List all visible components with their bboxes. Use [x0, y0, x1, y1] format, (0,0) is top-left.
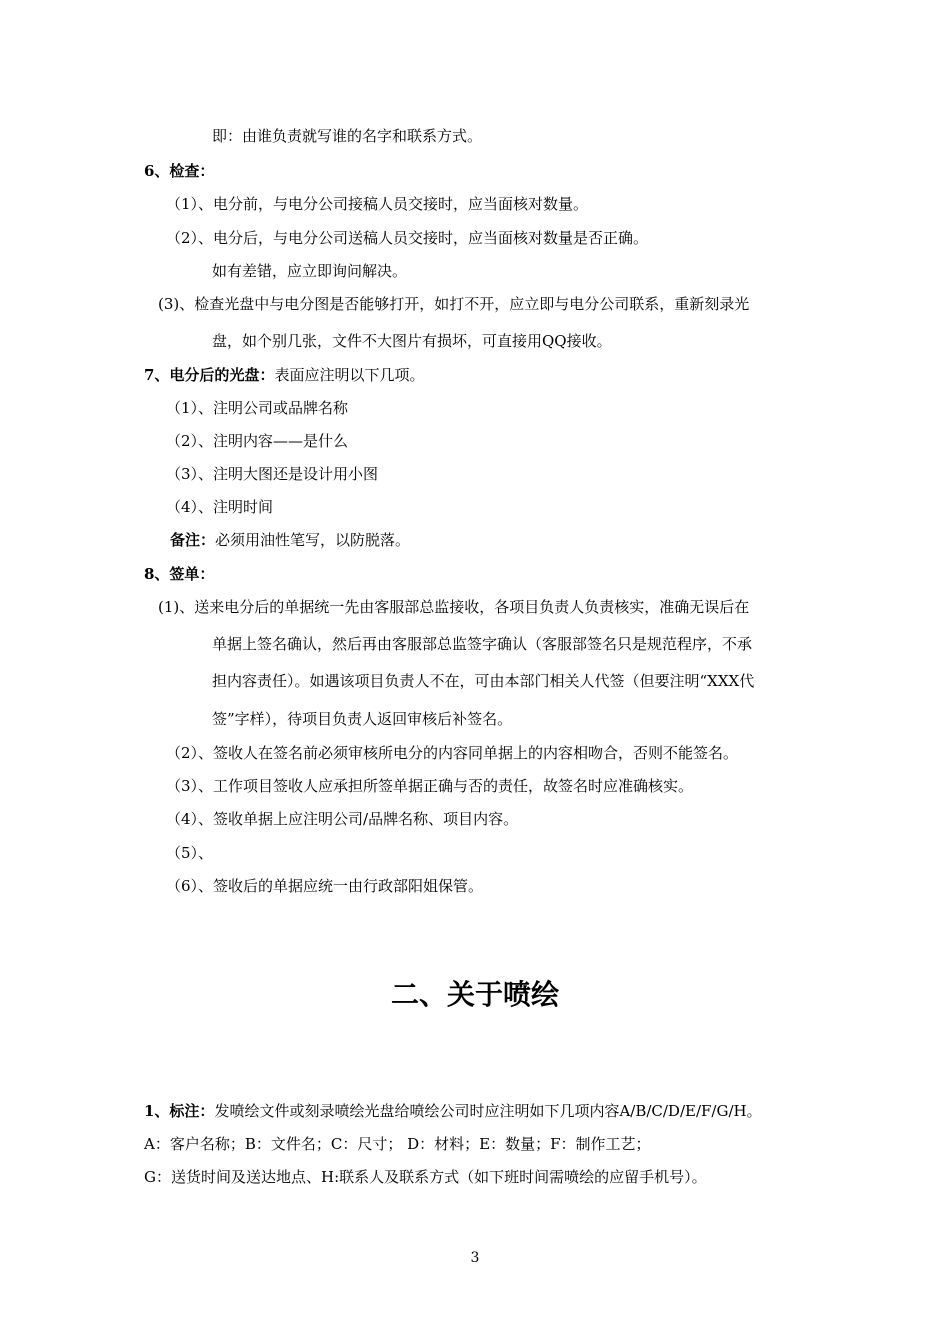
section-6-heading: 6、检查：	[144, 162, 215, 180]
section-6-item-3: (3)、检查光盘中与电分图是否能够打开，如打不开，应立即与电分公司联系，重新刻录光	[158, 295, 750, 313]
section-7-heading: 7、电分后的光盘：	[144, 366, 275, 384]
section-8-item-6: （6）、签收后的单据应统一由行政部阳姐保管。	[166, 877, 484, 895]
section-6-item-2: （2）、电分后，与电分公司送稿人员交接时，应当面核对数量是否正确。	[166, 229, 649, 247]
section-7-item-1: （1）、注明公司或品牌名称	[166, 399, 349, 417]
section-7-heading-rest: 表面应注明以下几项。	[274, 366, 425, 384]
section-8-item-3: （3）、工作项目签收人应承担所签单据正确与否的责任，故签名时应准确核实。	[166, 777, 694, 795]
part-2-item-1-text: 发喷绘文件或刻录喷绘光盘给喷绘公司时应注明如下几项内容A/B/C/D/E/F/G/H。	[214, 1102, 762, 1120]
part-2-line-2: A：客户名称；B：文件名；C：尺寸； D：材料；E：数量；F：制作工艺；	[144, 1135, 651, 1153]
section-8-item-1-cont-2: 担内容责任）。如遇该项目负责人不在，可由本部门相关人代签（但要注明“XXX代	[212, 672, 755, 690]
carry-line: 即：由谁负责就写谁的名字和联系方式。	[212, 127, 483, 145]
section-7-note-text: 必须用油性笔写，以防脱落。	[215, 531, 411, 549]
page-number: 3	[470, 1250, 480, 1266]
section-8-item-4: （4）、签收单据上应注明公司/品牌名称、项目内容。	[166, 810, 519, 828]
section-8-item-1-cont-3: 签”字样），待项目负责人返回审核后补签名。	[212, 710, 513, 728]
part-2-item-1	[144, 1101, 762, 1121]
section-6-item-1: （1）、电分前，与电分公司接稿人员交接时，应当面核对数量。	[166, 195, 589, 213]
part-2-line-3: G：送货时间及送达地点、H:联系人及联系方式（如下班时间需喷绘的应留手机号）。	[144, 1168, 707, 1186]
section-7-note-label: 备注：	[170, 531, 216, 549]
section-8-item-2: （2）、签收人在签名前必须审核所电分的内容同单据上的内容相吻合，否则不能签名。	[166, 744, 739, 762]
part-2-title: 二、关于喷绘	[390, 978, 559, 1011]
section-7-item-4: （4）、注明时间	[166, 498, 274, 516]
section-8-item-5: （5）、	[166, 844, 214, 862]
section-6-item-2-cont: 如有差错，应立即询问解决。	[212, 262, 408, 280]
section-7-heading-line	[144, 365, 424, 385]
part-2-item-1-label: 1、标注：	[144, 1102, 215, 1120]
section-6-item-3-cont: 盘，如个别几张，文件不大图片有损坏，可直接用QQ接收。	[212, 332, 612, 350]
section-7-item-2: （2）、注明内容——是什么	[166, 432, 349, 450]
section-8-item-1-cont-1: 单据上签名确认，然后再由客服部总监签字确认（客服部签名只是规范程序，不承	[212, 635, 753, 653]
section-8-item-1: (1)、送来电分后的单据统一先由客服部总监接收，各项目负责人负责核实，准确无误后在	[158, 598, 750, 616]
section-7-note	[170, 530, 410, 550]
section-7-item-3: （3）、注明大图还是设计用小图	[166, 465, 379, 483]
section-8-heading: 8、签单：	[144, 565, 215, 583]
